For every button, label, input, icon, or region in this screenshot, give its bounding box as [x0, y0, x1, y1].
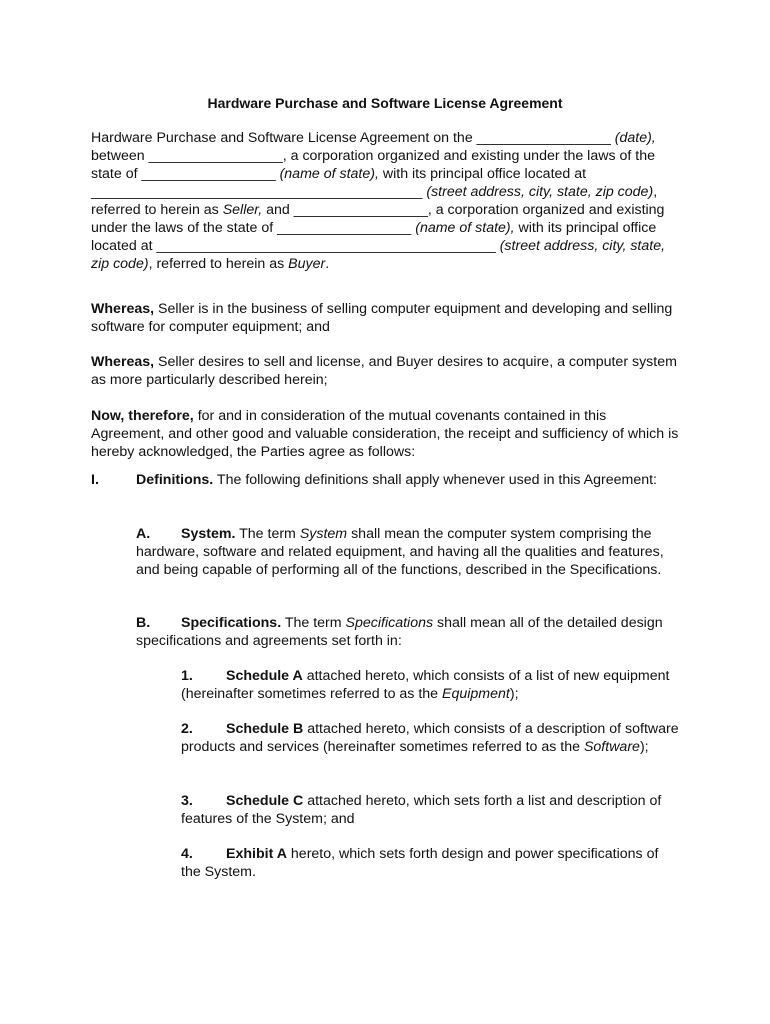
now-therefore-text: for and in consideration of the mutual covenants contained in this Agreement, and other good and valuable consideration, the receipt and sufficiency of which is hereby acknowledged, the Parties agree as follows: [91, 408, 679, 460]
buyer-name-blank: _________________ [293, 202, 428, 218]
intro-text: with its principal office located at [378, 166, 587, 182]
item-number: 3. [181, 793, 193, 809]
spec-item-schedule-a [181, 667, 681, 703]
defined-term: Software [583, 739, 640, 755]
intro-text: Hardware Purchase and Software License Agreement on the [91, 130, 477, 146]
whereas-lead: Whereas, [91, 301, 155, 317]
intro-text: and [262, 202, 294, 218]
definition-text: shall mean the computer system comprising the hardware, software and related equipment, and having all the qualities and features, and being capable of performing all of the functions, described in the Specifications. [136, 526, 664, 578]
item-heading: Schedule C [226, 793, 304, 809]
document-title: Hardware Purchase and Software License Agreement [207, 95, 563, 111]
spec-item-schedule-b [181, 720, 681, 756]
intro-text: , a corporation organized and existing under the laws of the state of [91, 148, 655, 182]
intro-text: with its principal office located at [91, 220, 657, 254]
item-text: ); [639, 739, 649, 755]
address-label: (street address, city, state, zip code) [422, 184, 654, 200]
intro-text: . [325, 256, 330, 272]
item-text: ); [509, 686, 519, 702]
item-text: attached hereto, which sets forth a list and description of features of the System; and [181, 793, 662, 827]
whereas-paragraph-1 [91, 300, 681, 336]
definition-heading: Specifications. [181, 615, 282, 631]
intro-text: between [91, 148, 149, 164]
definition-specifications [136, 614, 681, 650]
spec-item-exhibit-a [181, 845, 681, 881]
spec-item-schedule-c [181, 792, 681, 828]
section-number: I. [91, 472, 99, 488]
defined-term: System [299, 526, 348, 542]
definition-letter: A. [136, 526, 151, 542]
date-blank: _________________ [476, 130, 611, 146]
item-text: attached hereto, which consists of a list of new equipment (hereinafter sometimes referred to as the [181, 668, 670, 702]
whereas-paragraph-2 [91, 353, 681, 389]
intro-text: , referred to herein as [91, 184, 658, 218]
definition-system [136, 525, 681, 579]
definition-text: shall mean all of the detailed design specifications and agreements set forth in: [136, 615, 663, 649]
seller-state-blank: _________________ [141, 166, 276, 182]
item-heading: Schedule B [226, 721, 304, 737]
date-label: (date), [614, 130, 656, 146]
item-text: hereto, which sets forth design and power specifications of the System. [181, 846, 659, 880]
item-number: 4. [181, 846, 193, 862]
intro-paragraph [91, 129, 681, 273]
definition-letter: B. [136, 615, 151, 631]
state-label: (name of state), [275, 166, 379, 182]
definition-heading: System. [181, 526, 236, 542]
section-text: The following definitions shall apply whenever used in this Agreement: [213, 472, 658, 488]
definition-text: The term [235, 526, 300, 542]
seller-term: Seller, [222, 202, 263, 218]
state-label: (name of state), [411, 220, 515, 236]
now-therefore-lead: Now, therefore, [91, 408, 194, 424]
buyer-term: Buyer [288, 256, 326, 272]
whereas-text: Seller is in the business of selling computer equipment and developing and selling software for computer equipment; and [91, 301, 673, 335]
whereas-lead: Whereas, [91, 354, 155, 370]
item-heading: Exhibit A [226, 846, 287, 862]
item-heading: Schedule A [226, 668, 303, 684]
section-heading: Definitions. [136, 472, 214, 488]
buyer-address-blank: ___________________________________________ [156, 238, 496, 254]
section-definitions [91, 471, 681, 489]
item-number: 1. [181, 668, 193, 684]
definition-text: The term [281, 615, 346, 631]
item-number: 2. [181, 721, 193, 737]
whereas-text: Seller desires to sell and license, and Buyer desires to acquire, a computer system as more particularly described herein; [91, 354, 677, 388]
buyer-state-blank: _________________ [277, 220, 412, 236]
seller-address-blank: __________________________________________ [91, 184, 423, 200]
defined-term: Equipment [442, 686, 510, 702]
intro-text: , referred to herein as [148, 256, 289, 272]
item-text: attached hereto, which consists of a description of software products and services (hereinafter sometimes referred to as the [181, 721, 679, 755]
now-therefore-paragraph [91, 407, 681, 461]
defined-term: Specifications [345, 615, 434, 631]
seller-name-blank: _________________ [148, 148, 283, 164]
intro-text: , a corporation organized and existing under the laws of the state of [91, 202, 665, 236]
address-label: (street address, city, state, zip code) [91, 238, 666, 272]
